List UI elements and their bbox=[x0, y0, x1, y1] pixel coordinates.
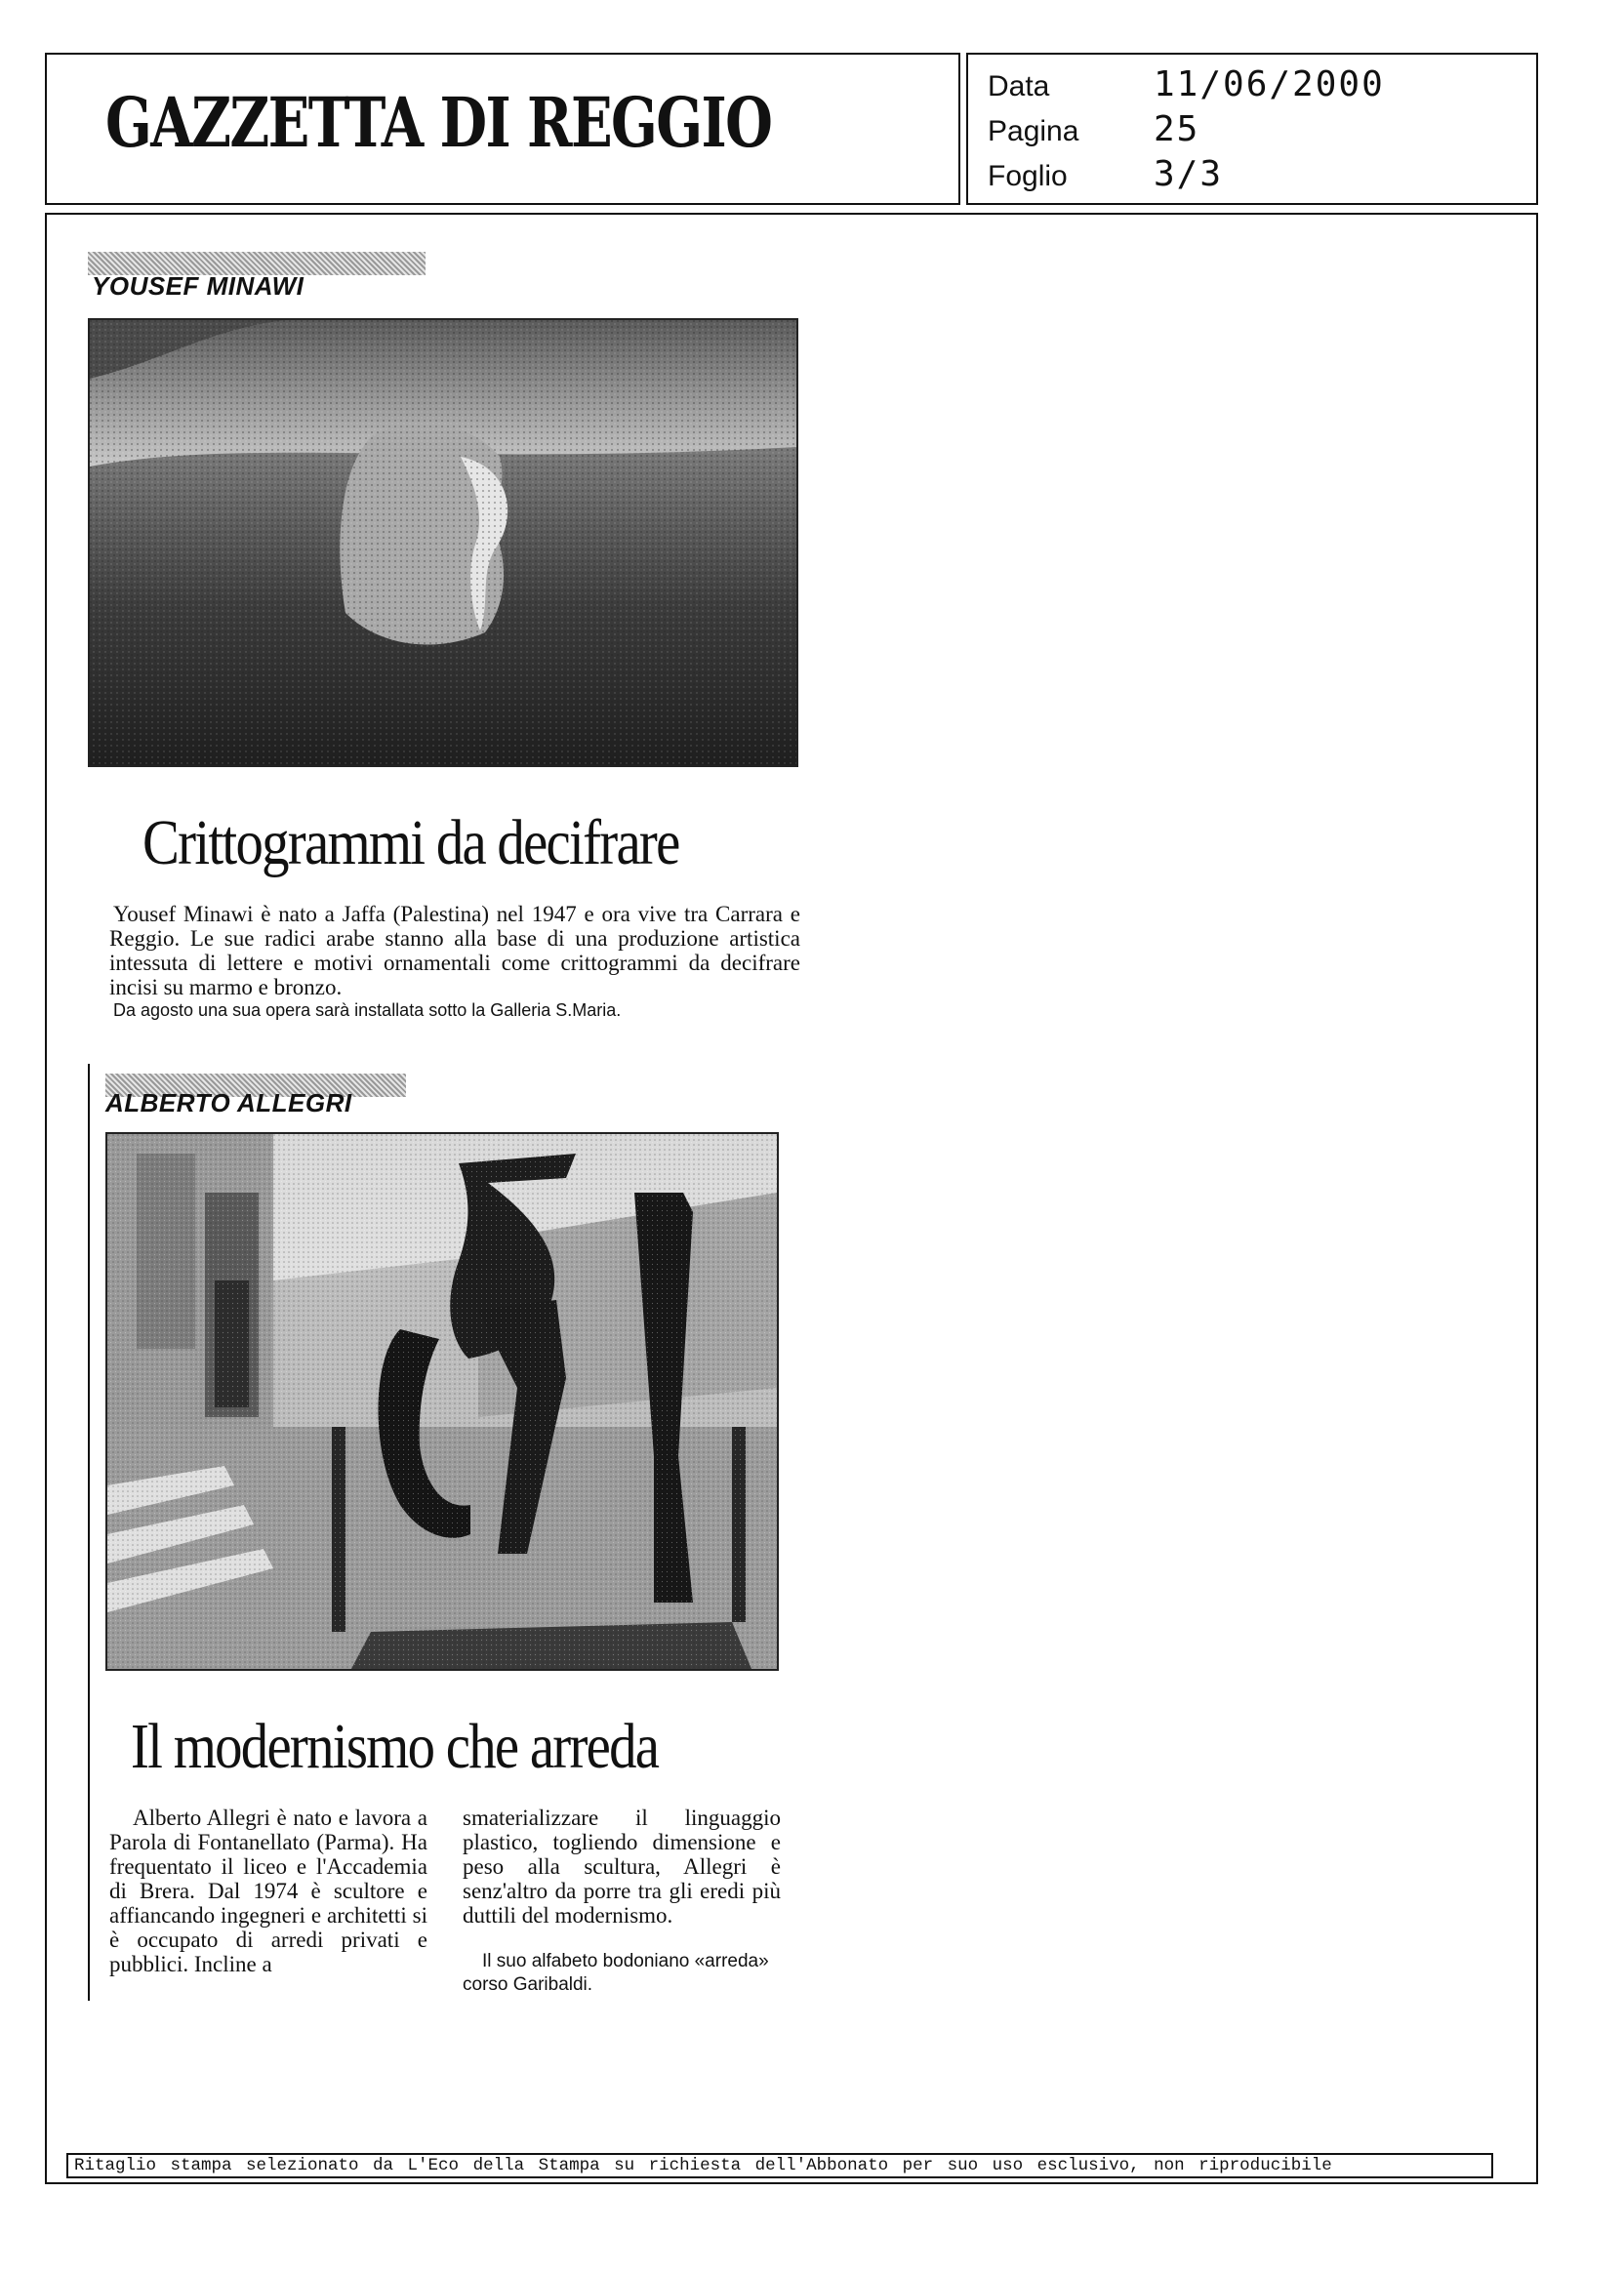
article2-headline: Il modernismo che arreda bbox=[131, 1711, 659, 1782]
article2-caption: Il suo alfabeto bodoniano «arreda» corso Garibaldi. bbox=[463, 1951, 769, 1995]
data-label: Data bbox=[988, 70, 1050, 102]
article1-kicker: YOUSEF MINAWI bbox=[92, 271, 304, 301]
masthead-title: GAZZETTA DI REGGIO bbox=[105, 82, 772, 163]
article2-column-rule bbox=[88, 1064, 90, 2001]
article2-body-col2: smaterializzare il linguaggio plastico, togliendo dimensione e peso alla scultura, Allegri è senz'altro da porre tra gli eredi più duttili del modernismo. bbox=[463, 1806, 781, 1928]
letter-sculpture-street-image bbox=[107, 1134, 777, 1669]
meta-pagina-row bbox=[988, 109, 1534, 152]
pagina-label: Pagina bbox=[988, 115, 1079, 147]
copyright-notice: Ritaglio stampa selezionato da L'Eco della Stampa su richiesta dell'Abbonato per suo uso esclusivo, non riproducibile bbox=[74, 2156, 1332, 2175]
pagina-value: 25 bbox=[1154, 109, 1200, 149]
data-value: 11/06/2000 bbox=[1154, 64, 1385, 104]
sculpture-field-image bbox=[90, 320, 796, 765]
article1-caption: Da agosto una sua opera sarà installata sotto la Galleria S.Maria. bbox=[113, 1000, 622, 1020]
article1-headline: Crittogrammi da decifrare bbox=[142, 807, 679, 878]
masthead-box bbox=[45, 53, 960, 205]
meta-data-row bbox=[988, 64, 1534, 107]
foglio-value: 3/3 bbox=[1154, 154, 1224, 194]
article2-kicker: ALBERTO ALLEGRI bbox=[105, 1088, 352, 1117]
meta-box bbox=[966, 53, 1538, 205]
foglio-label: Foglio bbox=[988, 160, 1068, 192]
article2-body-col1: Alberto Allegri è nato e lavora a Parola di Fontanellato (Parma). Ha frequentato il liceo e l'Accademia di Brera. Dal 1974 è scultore e affiancando ingegneri e architetti si è occupato di arredi privati e pubblici. Incline a bbox=[109, 1806, 427, 1976]
article2-photo bbox=[105, 1132, 779, 1671]
meta-foglio-row bbox=[988, 154, 1534, 197]
article1-body: Yousef Minawi è nato a Jaffa (Palestina) nel 1947 e ora vive tra Carrara e Reggio. Le sue radici arabe stanno alla base di una produzione artistica intessuta di lettere e motivi ornamentali come crittogrammi da decifrare incisi su marmo e bronzo. bbox=[109, 902, 800, 999]
copyright-notice-box bbox=[66, 2153, 1493, 2178]
article1-photo bbox=[88, 318, 798, 767]
